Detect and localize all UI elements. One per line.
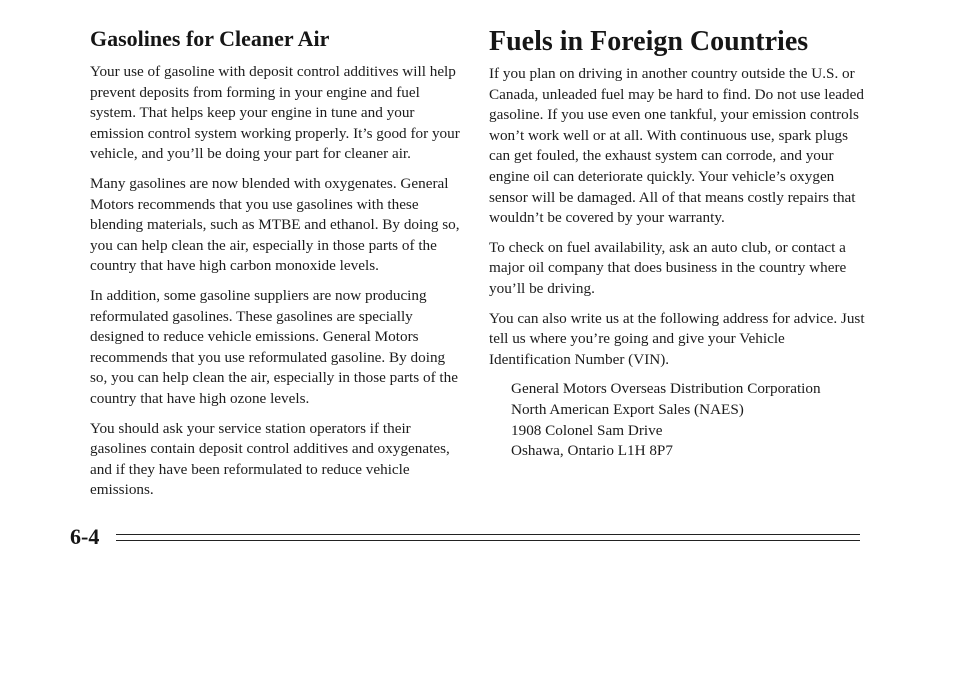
paragraph: Many gasolines are now blended with oxygenates. General Motors recommends that you use gasolines with these blending materials, such as MTBE and ethanol. By doing so, you can help clean the air, especially in those parts of the country that have high carbon monoxide levels. — [90, 174, 460, 275]
address-line: Oshawa, Ontario L1H 8P7 — [511, 442, 673, 460]
paragraph: Your use of gasoline with deposit control additives will help prevent deposits from forming in your engine and fuel system. That helps keep your engine in tune and your emission control system working properly. It’s good for your vehicle, and you’ll be doing your part for cleaner air. — [90, 63, 460, 163]
mailing-address — [511, 379, 869, 461]
paragraph: You can also write us at the following address for advice. Just tell us where you’re going and give your Vehicle Identification Number (VIN). — [489, 309, 865, 368]
footer-rule — [116, 540, 860, 541]
section-heading-cleaner-air: Gasolines for Cleaner Air — [90, 26, 330, 51]
left-column — [90, 26, 462, 510]
address-line: General Motors Overseas Distribution Corporation — [511, 380, 821, 398]
paragraph: If you plan on driving in another country outside the U.S. or Canada, unleaded fuel may be hard to find. Do not use leaded gasoline. If you use even one tankful, your emission controls won’t work well or at all. With continuous use, spark plugs can get fouled, the exhaust system can corrode, and your engine oil can deteriorate quickly. Your vehicle’s oxygen sensor will be damaged. All of that means costly repairs that wouldn’t be covered by your warranty. — [489, 65, 864, 227]
page-footer — [70, 525, 860, 549]
right-column — [489, 26, 869, 462]
paragraph: You should ask your service station operators if their gasolines contain deposit control additives and oxygenates, and if they have been reformulated to reduce vehicle emissions. — [90, 419, 450, 499]
paragraph: To check on fuel availability, ask an auto club, or contact a major oil company that does business in the country where you’ll be driving. — [489, 238, 847, 297]
section-heading-foreign-fuels: Fuels in Foreign Countries — [489, 26, 809, 57]
address-line: 1908 Colonel Sam Drive — [511, 421, 663, 439]
footer-rule — [116, 534, 860, 535]
address-line: North American Export Sales (NAES) — [511, 400, 744, 418]
page-number: 6-4 — [70, 524, 100, 549]
paragraph: In addition, some gasoline suppliers are now producing reformulated gasolines. These gasolines are specially designed to reduce vehicle emissions. General Motors recommends that you use reformulated gasoline. By doing so, you can help clean the air, especially in those parts of the country that have high ozone levels. — [90, 286, 458, 407]
